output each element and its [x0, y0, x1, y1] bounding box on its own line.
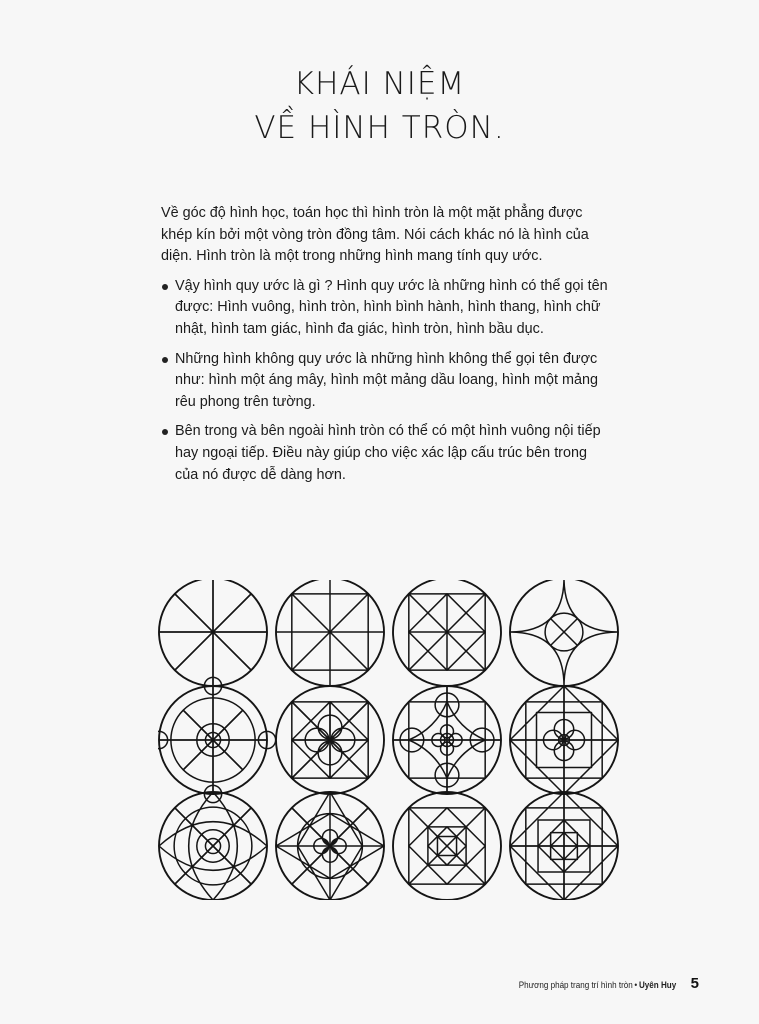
- pattern-circle-eight-spokes: [159, 580, 267, 686]
- pattern-circle-octagram-squares: [510, 792, 618, 900]
- intro-paragraph: Về góc độ hình học, toán học thì hình tròn là một mặt phẳng được khép kín bởi một vòng tròn đồng tâm. Nói cách khác nó là hình của diện. Hình tròn là một trong những hình mang tính quy ước.: [161, 205, 589, 265]
- pattern-circle-square-diagonals: [276, 580, 384, 686]
- pattern-circle-square-diamond: [393, 580, 501, 686]
- page-title: [0, 62, 759, 150]
- pattern-circle-double-square-flower: [510, 686, 618, 794]
- title-line-2: VỀ HÌNH TRÒN.: [254, 110, 505, 146]
- bullet-item: Vậy hình quy ước là gì ? Hình quy ước là những hình có thể gọi tên được: Hình vuông, hình tròn, hình bình hành, hình thang, hình chữ nhật, hình tam giác, hình đa giác, hình tròn, hình bầu dục.: [161, 276, 611, 341]
- circle-pattern-illustrations: [158, 580, 622, 900]
- pattern-circle-concentric-rings: [158, 677, 276, 802]
- bullet-item: Bên trong và bên ngoài hình tròn có thể có một hình vuông nội tiếp hay ngoại tiếp. Điều này giúp cho việc xác lập cấu trúc bên trong của nó được dễ dàng hơn.: [161, 421, 611, 486]
- page-footer: [491, 975, 699, 992]
- running-footer: [519, 980, 676, 991]
- pattern-circle-nested-squares: [393, 792, 501, 900]
- body-text: [161, 203, 611, 494]
- pattern-circle-four-cusps: [510, 580, 618, 686]
- pattern-circle-quatrefoil-web: [276, 792, 384, 900]
- circle-pattern-grid: [158, 580, 622, 900]
- title-line-1: KHÁI NIỆM: [293, 66, 466, 102]
- pattern-circle-square-quatrefoil: [276, 686, 384, 794]
- page-number: 5: [690, 975, 699, 992]
- author-name: Uyên Huy: [639, 980, 677, 991]
- pattern-circle-star-flower: [393, 686, 501, 794]
- bullet-list: [161, 276, 611, 486]
- book-title: Phương pháp trang trí hình tròn: [519, 980, 634, 991]
- footer-separator: •: [634, 980, 638, 991]
- pattern-circle-lens-rings: [159, 792, 267, 900]
- bullet-item: Những hình không quy ước là những hình không thể gọi tên được như: hình một áng mây, hình một mảng dầu loang, hình một mảng rêu phong trên tường.: [161, 349, 611, 414]
